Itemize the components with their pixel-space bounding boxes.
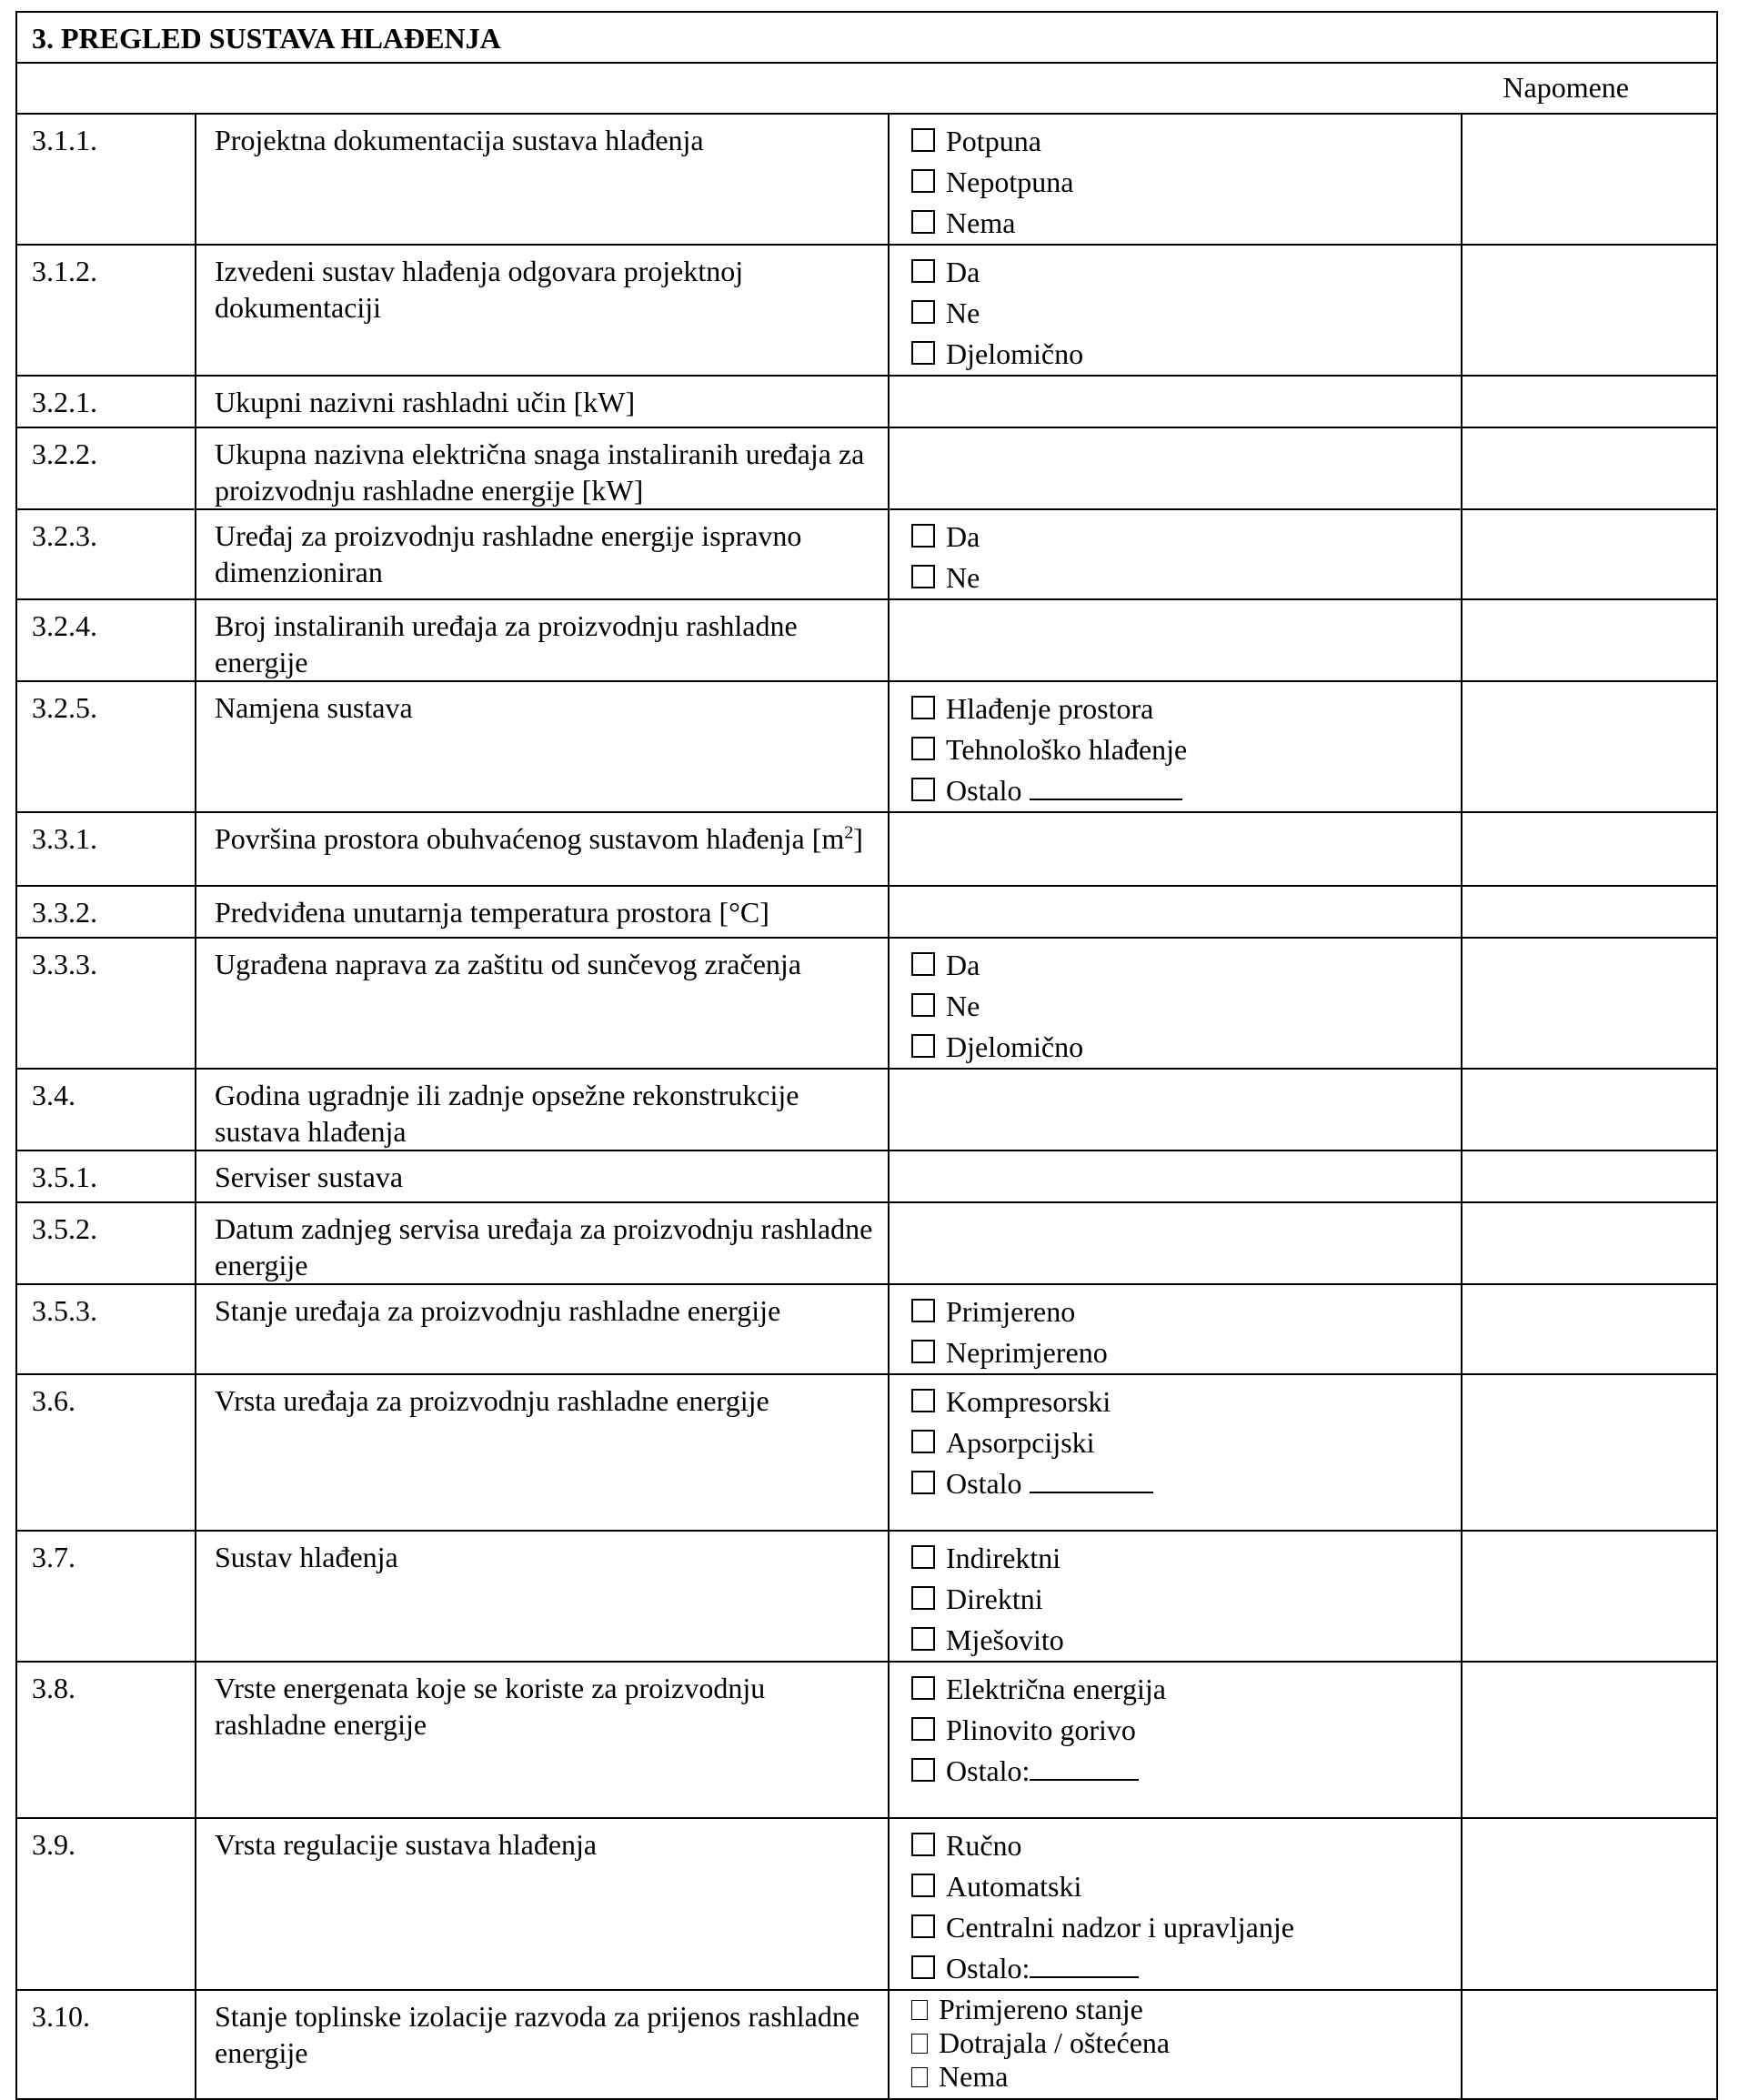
checkbox-icon[interactable]	[911, 1430, 935, 1453]
item-number: 3.5.3.	[16, 1284, 196, 1374]
checkbox-option[interactable]: Automatski	[911, 1866, 1461, 1907]
checkbox-option[interactable]: Električna energija	[911, 1669, 1461, 1710]
item-description: Vrste energenata koje se koriste za proizvodnju rashladne energije	[196, 1662, 889, 1818]
option-group	[889, 1374, 1462, 1531]
notes-cell[interactable]	[1462, 376, 1717, 427]
item-description: Ukupni nazivni rashladni učin [kW]	[196, 376, 889, 427]
notes-cell[interactable]	[1462, 1284, 1717, 1374]
item-description: Serviser sustava	[196, 1150, 889, 1202]
value-input-cell[interactable]	[889, 599, 1462, 681]
checkbox-icon[interactable]	[911, 1914, 935, 1938]
table-row	[16, 1284, 1717, 1374]
table-row	[16, 886, 1717, 938]
value-input-cell[interactable]	[889, 376, 1462, 427]
table-row	[16, 1662, 1717, 1818]
notes-cell[interactable]	[1462, 812, 1717, 886]
checkbox-option[interactable]: Centralni nadzor i upravljanje	[911, 1907, 1461, 1948]
item-description: Predviđena unutarnja temperatura prostora [°C]	[196, 886, 889, 938]
checkbox-option[interactable]: Ne	[911, 986, 1461, 1027]
item-number: 3.3.1.	[16, 812, 196, 886]
item-number: 3.8.	[16, 1662, 196, 1818]
option-group	[889, 1284, 1462, 1374]
value-input-cell[interactable]	[889, 427, 1462, 509]
notes-cell[interactable]	[1462, 1150, 1717, 1202]
item-description: Projektna dokumentacija sustava hlađenja	[196, 114, 889, 245]
checkbox-icon[interactable]	[911, 210, 935, 234]
checkbox-option[interactable]: Da	[911, 252, 1461, 293]
option-group	[889, 1531, 1462, 1662]
checkbox-icon[interactable]	[911, 952, 935, 976]
item-number: 3.4.	[16, 1069, 196, 1150]
item-description: Ugrađena naprava za zaštitu od sunčevog zračenja	[196, 938, 889, 1069]
notes-cell[interactable]	[1462, 509, 1717, 599]
checkbox-icon[interactable]	[911, 524, 935, 548]
table-row	[16, 812, 1717, 886]
item-description: Datum zadnjeg servisa uređaja za proizvodnju rashladne energije	[196, 1202, 889, 1284]
value-input-cell[interactable]	[889, 1069, 1462, 1150]
checkbox-icon[interactable]	[911, 778, 935, 801]
notes-cell[interactable]	[1462, 427, 1717, 509]
item-number: 3.2.3.	[16, 509, 196, 599]
checkbox-option[interactable]: Ne	[911, 558, 1461, 598]
checkbox-option[interactable]: Apsorpcijski	[911, 1422, 1461, 1463]
notes-cell[interactable]	[1462, 1990, 1717, 2099]
option-group	[889, 245, 1462, 376]
notes-cell[interactable]	[1462, 1662, 1717, 1818]
checkbox-option[interactable]: Ne	[911, 293, 1461, 334]
notes-cell[interactable]	[1462, 1069, 1717, 1150]
item-number: 3.7.	[16, 1531, 196, 1662]
checkbox-icon[interactable]	[911, 2000, 928, 2020]
checkbox-icon[interactable]	[911, 300, 935, 324]
item-number: 3.3.2.	[16, 886, 196, 938]
item-description: Stanje toplinske izolacije razvoda za prijenos rashladne energije	[196, 1990, 889, 2099]
table-row	[16, 427, 1717, 509]
item-number: 3.1.1.	[16, 114, 196, 245]
item-number: 3.5.1.	[16, 1150, 196, 1202]
notes-cell[interactable]	[1462, 938, 1717, 1069]
notes-cell[interactable]	[1462, 1531, 1717, 1662]
table-row	[16, 114, 1717, 245]
item-number: 3.2.2.	[16, 427, 196, 509]
notes-cell[interactable]	[1462, 114, 1717, 245]
checkbox-icon[interactable]	[911, 1389, 935, 1412]
item-description: Broj instaliranih uređaja za proizvodnju rashladne energije	[196, 599, 889, 681]
checkbox-option[interactable]: Djelomično	[911, 1027, 1461, 1068]
table-row	[16, 938, 1717, 1069]
checkbox-option[interactable]: Nema	[911, 2060, 1461, 2094]
title-row	[16, 12, 1717, 63]
option-group	[889, 114, 1462, 245]
notes-cell[interactable]	[1462, 599, 1717, 681]
checkbox-icon[interactable]	[911, 2034, 928, 2054]
item-description: Površina prostora obuhvaćenog sustavom hlađenja $[m^2]$	[196, 812, 889, 886]
checkbox-icon[interactable]	[911, 1676, 935, 1700]
table-row	[16, 599, 1717, 681]
table-row	[16, 1202, 1717, 1284]
table-row	[16, 1990, 1717, 2099]
checkbox-option[interactable]: Ostalo	[911, 770, 1461, 811]
checkbox-icon[interactable]	[911, 696, 935, 719]
checkbox-icon[interactable]	[911, 1586, 935, 1610]
item-description: Vrsta regulacije sustava hlađenja	[196, 1818, 889, 1990]
notes-cell[interactable]	[1462, 1202, 1717, 1284]
checkbox-icon[interactable]	[911, 1299, 935, 1322]
item-description: Uređaj za proizvodnju rashladne energije ispravno dimenzioniran	[196, 509, 889, 599]
table-row	[16, 681, 1717, 812]
value-input-cell[interactable]	[889, 1202, 1462, 1284]
option-group	[889, 1990, 1462, 2099]
other-blank-field[interactable]	[1030, 771, 1182, 800]
checkbox-icon[interactable]	[911, 2067, 928, 2087]
notes-column-header: Napomene	[1503, 71, 1629, 104]
item-description: Stanje uređaja za proizvodnju rashladne energije	[196, 1284, 889, 1374]
item-description: Namjena sustava	[196, 681, 889, 812]
inspection-table	[15, 11, 1718, 2100]
checkbox-option[interactable]: Indirektni	[911, 1538, 1461, 1579]
item-number: 3.2.1.	[16, 376, 196, 427]
item-number: 3.2.4.	[16, 599, 196, 681]
notes-cell[interactable]	[1462, 681, 1717, 812]
checkbox-option[interactable]: Ostalo:	[911, 1948, 1461, 1989]
checkbox-icon[interactable]	[911, 128, 935, 152]
other-blank-field[interactable]	[1030, 1752, 1139, 1781]
notes-cell[interactable]	[1462, 1374, 1717, 1531]
checkbox-option[interactable]: Neprimjereno	[911, 1332, 1461, 1373]
item-number: 3.3.3.	[16, 938, 196, 1069]
checkbox-icon[interactable]	[911, 1627, 935, 1651]
checkbox-option[interactable]: Primjereno	[911, 1291, 1461, 1332]
value-input-cell[interactable]	[889, 812, 1462, 886]
notes-cell[interactable]	[1462, 245, 1717, 376]
checkbox-option[interactable]: Mješovito	[911, 1620, 1461, 1661]
checkbox-option[interactable]: Hlađenje prostora	[911, 688, 1461, 729]
table-row	[16, 1818, 1717, 1990]
item-number: 3.1.2.	[16, 245, 196, 376]
table-row	[16, 245, 1717, 376]
checkbox-icon[interactable]	[911, 1545, 935, 1569]
header-row	[16, 63, 1717, 114]
checkbox-option[interactable]: Nepotpuna	[911, 162, 1461, 203]
checkbox-icon[interactable]	[911, 341, 935, 365]
item-number: 3.5.2.	[16, 1202, 196, 1284]
table-row	[16, 376, 1717, 427]
checkbox-icon[interactable]	[911, 1833, 935, 1856]
table-row	[16, 1150, 1717, 1202]
item-description: Vrsta uređaja za proizvodnju rashladne energije	[196, 1374, 889, 1531]
checkbox-option[interactable]: Primjereno stanje	[911, 1993, 1461, 2026]
checkbox-option[interactable]: Direktni	[911, 1579, 1461, 1620]
checkbox-option[interactable]: Da	[911, 945, 1461, 986]
checkbox-option[interactable]: Ručno	[911, 1825, 1461, 1866]
item-description: Ukupna nazivna električna snaga instaliranih uređaja za proizvodnju rashladne energije [kW]	[196, 427, 889, 509]
checkbox-icon[interactable]	[911, 1955, 935, 1979]
checkbox-option[interactable]: Dotrajala / oštećena	[911, 2026, 1461, 2060]
table-row	[16, 1374, 1717, 1531]
item-number: 3.9.	[16, 1818, 196, 1990]
item-description: Izvedeni sustav hlađenja odgovara projektnoj dokumentaciji	[196, 245, 889, 376]
option-group	[889, 938, 1462, 1069]
checkbox-icon[interactable]	[911, 1758, 935, 1782]
table-row	[16, 509, 1717, 599]
value-input-cell[interactable]	[889, 1150, 1462, 1202]
checkbox-icon[interactable]	[911, 1340, 935, 1363]
option-group	[889, 509, 1462, 599]
checkbox-option[interactable]: Da	[911, 517, 1461, 558]
section-title: 3. PREGLED SUSTAVA HLAĐENJA	[16, 12, 1717, 63]
item-number: 3.2.5.	[16, 681, 196, 812]
checkbox-option[interactable]: Ostalo	[911, 1463, 1461, 1504]
item-description: Sustav hlađenja	[196, 1531, 889, 1662]
checkbox-option[interactable]: Nema	[911, 203, 1461, 244]
checkbox-option[interactable]: Potpuna	[911, 121, 1461, 162]
checkbox-option[interactable]: Ostalo:	[911, 1751, 1461, 1792]
checkbox-icon[interactable]	[911, 993, 935, 1017]
item-number: 3.10.	[16, 1990, 196, 2099]
checkbox-option[interactable]: Plinovito gorivo	[911, 1710, 1461, 1751]
option-group	[889, 1818, 1462, 1990]
cooling-system-inspection-form	[15, 11, 1716, 2100]
checkbox-icon[interactable]	[911, 1034, 935, 1058]
value-input-cell[interactable]	[889, 886, 1462, 938]
notes-cell[interactable]	[1462, 886, 1717, 938]
checkbox-icon[interactable]	[911, 169, 935, 193]
checkbox-option[interactable]: Kompresorski	[911, 1382, 1461, 1422]
table-row	[16, 1531, 1717, 1662]
option-group	[889, 681, 1462, 812]
checkbox-option[interactable]: Tehnološko hlađenje	[911, 729, 1461, 770]
other-blank-field[interactable]	[1030, 1949, 1139, 1978]
checkbox-icon[interactable]	[911, 1874, 935, 1897]
other-blank-field[interactable]	[1030, 1464, 1153, 1493]
checkbox-option[interactable]: Djelomično	[911, 334, 1461, 375]
table-row	[16, 1069, 1717, 1150]
notes-cell[interactable]	[1462, 1818, 1717, 1990]
checkbox-icon[interactable]	[911, 737, 935, 760]
item-number: 3.6.	[16, 1374, 196, 1531]
checkbox-icon[interactable]	[911, 1471, 935, 1494]
checkbox-icon[interactable]	[911, 565, 935, 588]
option-group	[889, 1662, 1462, 1818]
checkbox-icon[interactable]	[911, 1717, 935, 1741]
item-description: Godina ugradnje ili zadnje opsežne rekonstrukcije sustava hlađenja	[196, 1069, 889, 1150]
checkbox-icon[interactable]	[911, 259, 935, 283]
